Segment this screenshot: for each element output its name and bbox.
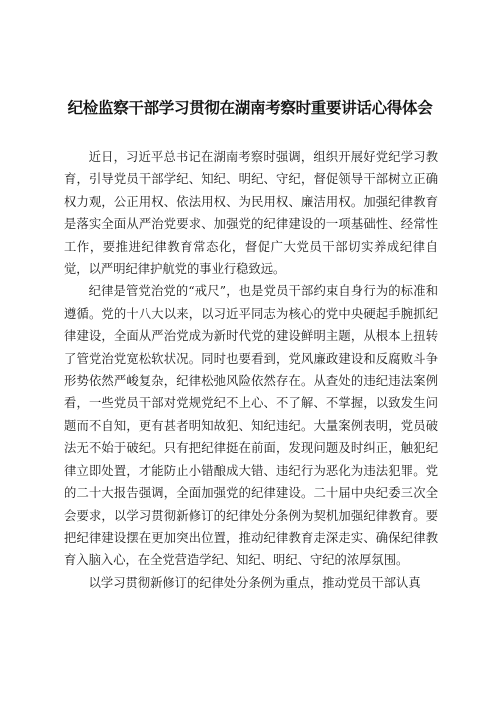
document-body <box>64 146 438 594</box>
paragraph-1: 近日，习近平总书记在湖南考察时强调，组织开展好党纪学习教育，引导党员干部学纪、知纪、明纪、守纪，督促领导干部树立正确权力观，公正用权、依法用权、为民用权、廉洁用权。加强纪律教育是落实全面从严治党要求、加强党的纪律建设的一项基础性、经常性工作，要推进纪律教育常态化，督促广大党员干部切实养成纪律自觉，以严明纪律护航党的事业行稳致远。 <box>64 150 438 277</box>
document-title: 纪检监察干部学习贯彻在湖南考察时重要讲话心得体会 <box>67 99 433 117</box>
paragraph-2: 纪律是管党治党的“戒尺”，也是党员干部约束自身行为的标准和遵循。党的十八大以来，以习近平同志为核心的党中央硬起手腕抓纪律建设，全面从严治党成为新时代党的建设鲜明主题，从根本上扭转了管党治党宽松软状况。同时也要看到，党风廉政建设和反腐败斗争形势依然严峻复杂，纪律松弛风险依然存在。从查处的违纪违法案例看，一些党员干部对党规党纪不上心、不了解、不掌握，以致发生问题而不自知，更有甚者明知故犯、知纪违纪。大量案例表明，党员破法无不始于破纪。只有把纪律挺在前面，发现问题及时纠正，触犯纪律立即处置，才能防止小错酿成大错、违纪行为恶化为违法犯罪。党的二十大报告强调，全面加强党的纪律建设。二十届中央纪委三次全会要求，以学习贯彻新修订的纪律处分条例为契机加强纪律教育。要把纪律建设摆在更加突出位置，推动纪律教育走深走实、确保纪律教育入脑入心，在全党营造学纪、知纪、明纪、守纪的浓厚氛围。 <box>64 284 438 568</box>
paragraph-3: 以学习贯彻新修订的纪律处分条例为重点，推动党员干部认真 <box>88 575 421 590</box>
